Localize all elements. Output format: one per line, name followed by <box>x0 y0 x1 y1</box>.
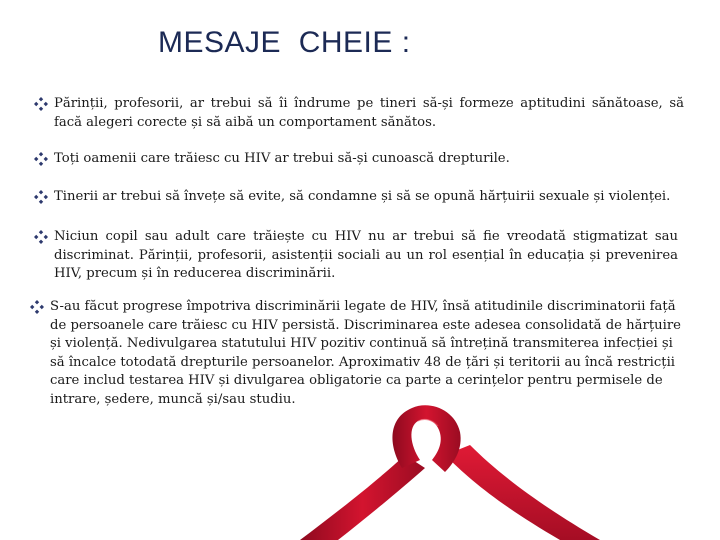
bullet-text: Părinții, profesorii, ar trebui să îi îndrume pe tineri să-și formeze aptitudini sănătoase, să facă alegeri corecte și să aibă un comportament sănătos. <box>54 96 684 130</box>
slide-title: MESAJE CHEIE : <box>158 26 411 59</box>
bullet-text: Niciun copil sau adult care trăiește cu HIV nu ar trebui să fie vreodată stigmatizat sau discriminat. Părinții, profesorii, asistenții sociali au un rol esențial în educația și prevenirea HIV, precum și în reducerea discriminării. <box>54 229 678 281</box>
bullet-text: Toți oamenii care trăiesc cu HIV ar trebui să-și cunoască drepturile. <box>54 151 510 166</box>
bullet-text: S-au făcut progrese împotriva discriminării legate de HIV, însă atitudinile discriminatorii față de persoanele care trăiesc cu HIV persistă. Discriminarea este adesea consolidată de hărțuire și violență. Nedivulgarea statutului HIV pozitiv continuă să întrețină transmiterea infecției și să încalce totodată drepturile persoanelor. Aproximativ 48 de țări și teritorii au încă restricții care includ testarea HIV și divulgarea obligatorie ca parte a cerințelor pentru permisele de intrare, ședere, muncă și/sau studiu. <box>50 299 681 407</box>
bullet-text: Tinerii ar trebui să învețe să evite, să condamne și să se opună hărțuirii sexuale și violenței. <box>54 189 671 204</box>
